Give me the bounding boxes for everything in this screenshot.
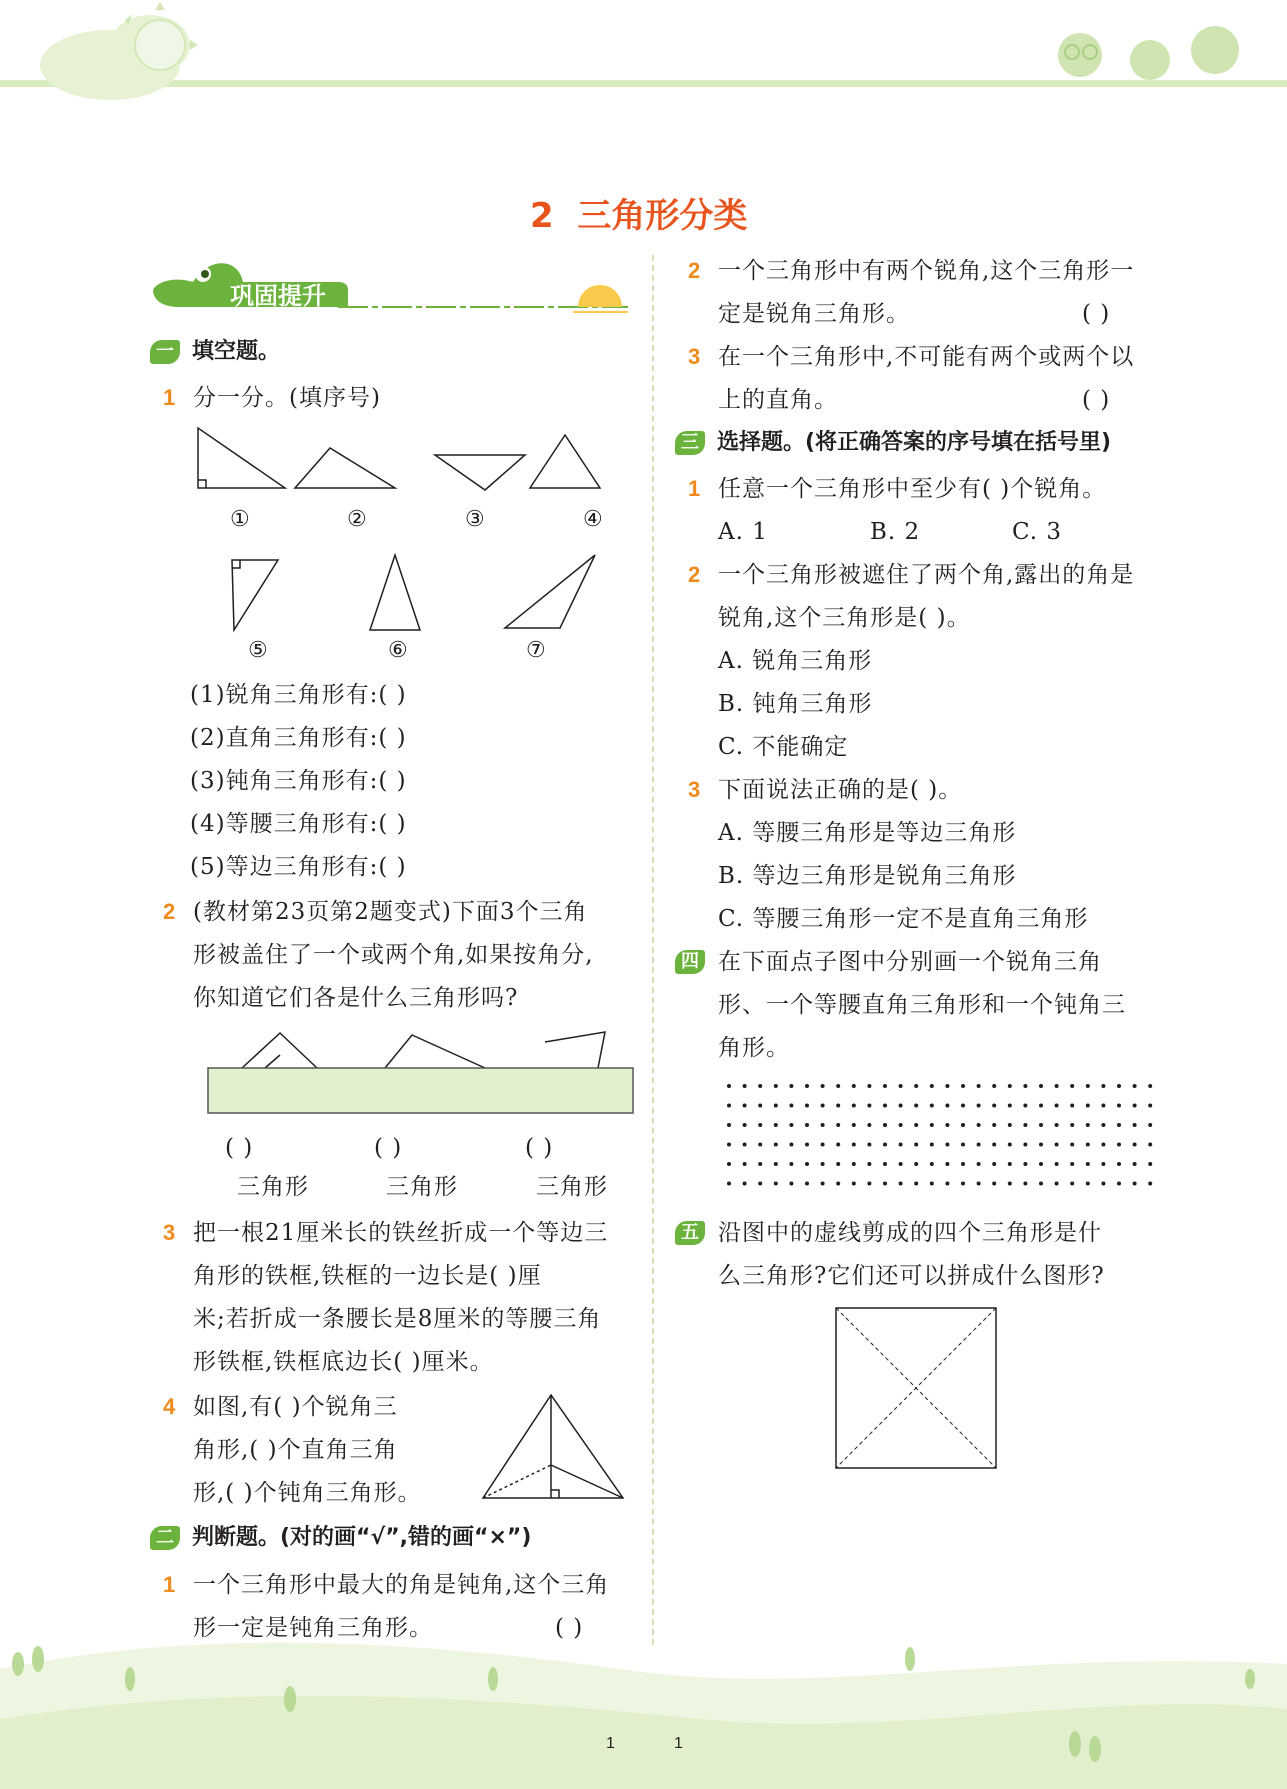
grid-dot	[1008, 1104, 1012, 1108]
grid-dot	[883, 1162, 887, 1166]
grid-dot	[1039, 1162, 1043, 1166]
grid-dot	[1133, 1182, 1137, 1186]
grid-dot	[1133, 1084, 1137, 1088]
grid-dot	[1133, 1143, 1137, 1147]
triangle-3	[435, 455, 525, 490]
grid-dot	[961, 1104, 965, 1108]
grid-dot	[1133, 1104, 1137, 1108]
grid-dot	[852, 1123, 856, 1127]
grid-dot	[774, 1104, 778, 1108]
grid-dot	[1055, 1104, 1059, 1108]
grid-dot	[1070, 1162, 1074, 1166]
grid-dot	[992, 1143, 996, 1147]
grid-dot	[961, 1162, 965, 1166]
grid-dot	[805, 1123, 809, 1127]
grid-dot	[1008, 1084, 1012, 1088]
grid-dot	[805, 1162, 809, 1166]
grid-dot	[852, 1084, 856, 1088]
triangle-6	[370, 555, 420, 630]
grid-dot	[1086, 1143, 1090, 1147]
section-badge: 五	[675, 1221, 705, 1245]
option-a[interactable]: A. 锐角三角形	[718, 648, 873, 674]
grid-dot	[836, 1123, 840, 1127]
grid-dot	[977, 1104, 981, 1108]
grid-dot	[867, 1182, 871, 1186]
grid-dot	[992, 1084, 996, 1088]
grid-dot	[977, 1123, 981, 1127]
section-badge: 二	[150, 1526, 180, 1550]
question-text: 一个三角形中有两个锐角,这个三角形一	[718, 258, 1135, 284]
grid-dot	[1101, 1084, 1105, 1088]
banner-label: 巩固提升	[230, 282, 326, 310]
grid-dot	[1101, 1104, 1105, 1108]
grid-dot	[852, 1162, 856, 1166]
question-number: 2	[688, 562, 701, 587]
grid-dot	[774, 1123, 778, 1127]
question-text: 分一分。(填序号)	[193, 385, 381, 411]
option-c[interactable]: C. 3	[1012, 519, 1063, 545]
question-text: 角形,( )个直角三角	[193, 1437, 398, 1463]
grid-dot	[1148, 1143, 1152, 1147]
question-text: 形一定是钝角三角形。	[193, 1615, 433, 1641]
grid-dot	[930, 1162, 934, 1166]
grid-dot	[1117, 1104, 1121, 1108]
grid-dot	[852, 1182, 856, 1186]
grid-dot	[992, 1162, 996, 1166]
grid-dot	[1133, 1162, 1137, 1166]
grid-dot	[758, 1143, 762, 1147]
grid-dot	[945, 1182, 949, 1186]
section-title: 选择题。(将正确答案的序号填在括号里)	[717, 430, 1112, 455]
section-badge: 一	[150, 340, 180, 364]
grid-dot	[977, 1143, 981, 1147]
grid-dot	[836, 1104, 840, 1108]
triangle-2	[295, 448, 395, 488]
grid-dot	[930, 1143, 934, 1147]
triangle-label: ⑤	[248, 638, 268, 663]
triangle-5	[232, 560, 278, 630]
grid-dot	[836, 1084, 840, 1088]
grid-dot	[930, 1123, 934, 1127]
grid-dot	[977, 1084, 981, 1088]
question-text: 在一个三角形中,不可能有两个或两个以	[718, 344, 1135, 370]
question-number: 4	[163, 1394, 176, 1419]
question-text: 么三角形?它们还可以拼成什么图形?	[718, 1263, 1105, 1289]
grid-dot	[789, 1162, 793, 1166]
grid-dot	[743, 1084, 747, 1088]
grid-dot	[1148, 1162, 1152, 1166]
grid-dot	[992, 1104, 996, 1108]
grid-dot	[914, 1084, 918, 1088]
option-b[interactable]: B. 等边三角形是锐角三角形	[718, 863, 1017, 889]
option-a[interactable]: A. 1	[718, 519, 768, 545]
question-text: 下面说法正确的是( )。	[718, 777, 963, 803]
triangle-label: ③	[465, 507, 485, 532]
grid-dot	[805, 1084, 809, 1088]
banner-decoration	[148, 252, 628, 322]
question-text: 如图,有( )个锐角三	[193, 1394, 398, 1420]
grid-dot	[1117, 1084, 1121, 1088]
answer-blank[interactable]: (4)等腰三角形有:( )	[190, 811, 407, 837]
footer-landscape	[0, 1609, 1287, 1789]
option-b[interactable]: B. 2	[870, 519, 921, 545]
grid-dot	[1117, 1162, 1121, 1166]
header-decoration	[0, 0, 1287, 110]
grid-dot	[867, 1123, 871, 1127]
section-badge: 四	[675, 950, 705, 974]
grid-dot	[899, 1143, 903, 1147]
grid-dot	[1055, 1162, 1059, 1166]
grid-dot	[930, 1084, 934, 1088]
grid-dot	[992, 1182, 996, 1186]
triangles-figure	[190, 425, 650, 645]
option-c[interactable]: C. 不能确定	[718, 734, 849, 760]
grid-dot	[914, 1104, 918, 1108]
triangle-7	[505, 555, 595, 628]
question-number: 3	[688, 344, 701, 369]
grid-dot	[1008, 1123, 1012, 1127]
triangle-count-figure	[478, 1390, 628, 1510]
grid-dot	[914, 1182, 918, 1186]
question-text: 形,( )个钝角三角形。	[193, 1480, 422, 1506]
grid-dot	[945, 1123, 949, 1127]
question-text: 形、一个等腰直角三角形和一个钝角三	[718, 992, 1126, 1018]
grid-dot	[1117, 1143, 1121, 1147]
question-text: 一个三角形被遮住了两个角,露出的角是	[718, 562, 1135, 588]
grid-dot	[789, 1084, 793, 1088]
grid-dot	[821, 1084, 825, 1088]
grid-dot	[1008, 1162, 1012, 1166]
question-text: 形被盖住了一个或两个角,如果按角分,	[193, 942, 594, 968]
grid-dot	[930, 1104, 934, 1108]
grid-dot	[1117, 1182, 1121, 1186]
answer-suffix: 三角形	[386, 1174, 458, 1200]
grid-dot	[758, 1123, 762, 1127]
grid-dot	[1148, 1104, 1152, 1108]
grid-dot	[961, 1123, 965, 1127]
grid-dot	[867, 1162, 871, 1166]
triangle-4	[530, 435, 600, 488]
grid-dot	[1039, 1182, 1043, 1186]
grid-dot	[883, 1182, 887, 1186]
grid-dot	[789, 1123, 793, 1127]
grid-dot	[1148, 1182, 1152, 1186]
grid-dot	[789, 1104, 793, 1108]
grid-dot	[1023, 1162, 1027, 1166]
grid-dot	[821, 1104, 825, 1108]
dot-grid[interactable]	[725, 1080, 1165, 1200]
grid-dot	[1023, 1182, 1027, 1186]
grid-dot	[727, 1123, 731, 1127]
question-text: 角形的铁框,铁框的一边长是( )厘	[193, 1263, 542, 1289]
grid-dot	[789, 1143, 793, 1147]
grid-dot	[1008, 1182, 1012, 1186]
triangle-1	[198, 428, 285, 488]
grid-dot	[1039, 1084, 1043, 1088]
grid-dot	[836, 1182, 840, 1186]
grid-dot	[945, 1162, 949, 1166]
answer-blank[interactable]: ( )	[225, 1135, 254, 1161]
section-badge: 三	[675, 431, 705, 455]
answer-suffix: 三角形	[237, 1174, 309, 1200]
grid-dot	[1055, 1182, 1059, 1186]
grid-dot	[930, 1182, 934, 1186]
grid-dot	[1008, 1143, 1012, 1147]
grid-dot	[758, 1084, 762, 1088]
question-text: 形铁框,铁框底边长( )厘米。	[193, 1349, 494, 1375]
title-number: 2	[530, 196, 554, 236]
grid-dot	[867, 1104, 871, 1108]
question-number: 1	[163, 385, 176, 410]
grid-dot	[883, 1123, 887, 1127]
grid-dot	[852, 1143, 856, 1147]
answer-paren[interactable]: ( )	[1082, 387, 1111, 413]
grid-dot	[899, 1084, 903, 1088]
grid-dot	[961, 1182, 965, 1186]
question-number: 3	[163, 1220, 176, 1245]
title-text: 三角形分类	[577, 196, 748, 236]
question-number: 2	[163, 899, 176, 924]
answer-paren[interactable]: ( )	[1082, 301, 1111, 327]
answer-blank[interactable]: ( )	[525, 1135, 554, 1161]
triangle-label: ⑦	[526, 638, 546, 663]
grid-dot	[789, 1182, 793, 1186]
grid-dot	[1023, 1123, 1027, 1127]
grid-dot	[1133, 1123, 1137, 1127]
question-text: 沿图中的虚线剪成的四个三角形是什	[718, 1220, 1102, 1246]
grid-dot	[914, 1162, 918, 1166]
grid-dot	[743, 1104, 747, 1108]
grid-dot	[1055, 1084, 1059, 1088]
grid-dot	[836, 1162, 840, 1166]
grid-dot	[1023, 1084, 1027, 1088]
question-text: 你知道它们各是什么三角形吗?	[193, 985, 519, 1011]
grid-dot	[852, 1104, 856, 1108]
grid-dot	[1101, 1162, 1105, 1166]
question-text: 在下面点子图中分别画一个锐角三角	[718, 949, 1102, 975]
grid-dot	[758, 1104, 762, 1108]
question-number: 1	[163, 1572, 176, 1597]
grid-dot	[727, 1143, 731, 1147]
grid-dot	[821, 1162, 825, 1166]
grid-dot	[961, 1143, 965, 1147]
grid-dot	[1086, 1084, 1090, 1088]
grid-dot	[774, 1162, 778, 1166]
grid-dot	[883, 1104, 887, 1108]
grid-dot	[836, 1143, 840, 1147]
grid-dot	[1023, 1104, 1027, 1108]
grid-dot	[805, 1143, 809, 1147]
grid-dot	[1117, 1123, 1121, 1127]
grid-dot	[1101, 1123, 1105, 1127]
grid-dot	[1086, 1123, 1090, 1127]
grid-dot	[1070, 1143, 1074, 1147]
grid-dot	[821, 1182, 825, 1186]
grid-dot	[743, 1162, 747, 1166]
triangle-label: ②	[347, 507, 367, 532]
grid-dot	[914, 1123, 918, 1127]
section-title: 填空题。	[192, 339, 281, 364]
grid-dot	[821, 1143, 825, 1147]
grid-dot	[961, 1084, 965, 1088]
question-number: 2	[688, 258, 701, 283]
question-text: 锐角,这个三角形是( )。	[718, 605, 971, 631]
grid-dot	[899, 1162, 903, 1166]
answer-paren[interactable]: ( )	[555, 1615, 584, 1641]
question-text: 米;若折成一条腰长是8厘米的等腰三角	[193, 1306, 602, 1332]
section-title: 判断题。(对的画“√”,错的画“×”)	[192, 1525, 532, 1550]
question-text: 任意一个三角形中至少有( )个锐角。	[718, 476, 1107, 502]
answer-blank[interactable]: (5)等边三角形有:( )	[190, 854, 407, 880]
grid-dot	[945, 1104, 949, 1108]
grid-dot	[774, 1182, 778, 1186]
grid-dot	[1039, 1104, 1043, 1108]
question-text: 把一根21厘米长的铁丝折成一个等边三	[193, 1220, 609, 1246]
grid-dot	[914, 1143, 918, 1147]
grid-dot	[977, 1182, 981, 1186]
triangle-label: ⑥	[388, 638, 408, 663]
square-cut-figure	[833, 1305, 1003, 1475]
grid-dot	[1023, 1143, 1027, 1147]
column-divider	[652, 255, 654, 1645]
covered-triangles-figure	[205, 1025, 645, 1115]
grid-dot	[821, 1123, 825, 1127]
question-text: (教材第23页第2题变式)下面3个三角	[193, 899, 588, 925]
question-number: 1	[688, 476, 701, 501]
grid-dot	[1148, 1123, 1152, 1127]
grid-dot	[1070, 1104, 1074, 1108]
answer-blank[interactable]: (2)直角三角形有:( )	[190, 725, 407, 751]
grid-dot	[727, 1162, 731, 1166]
grid-dot	[945, 1143, 949, 1147]
grid-dot	[883, 1084, 887, 1088]
grid-dot	[899, 1104, 903, 1108]
grid-dot	[1148, 1084, 1152, 1088]
grid-dot	[805, 1104, 809, 1108]
answer-blank[interactable]: (1)锐角三角形有:( )	[190, 682, 407, 708]
triangle-label: ①	[230, 507, 250, 532]
grid-dot	[774, 1143, 778, 1147]
grid-dot	[1055, 1123, 1059, 1127]
grid-dot	[1039, 1143, 1043, 1147]
grid-dot	[1101, 1143, 1105, 1147]
grid-dot	[758, 1182, 762, 1186]
grid-dot	[1070, 1084, 1074, 1088]
triangle-label: ④	[583, 507, 603, 532]
answer-blank[interactable]: (3)钝角三角形有:( )	[190, 768, 407, 794]
grid-dot	[1086, 1182, 1090, 1186]
grid-dot	[945, 1084, 949, 1088]
question-text: 上的直角。	[718, 387, 838, 413]
option-b[interactable]: B. 钝角三角形	[718, 691, 873, 717]
grid-dot	[1086, 1162, 1090, 1166]
page-title	[530, 188, 747, 237]
question-text: 定是锐角三角形。	[718, 301, 910, 327]
question-text: 一个三角形中最大的角是钝角,这个三角	[193, 1572, 610, 1598]
grid-dot	[1101, 1182, 1105, 1186]
grid-dot	[1086, 1104, 1090, 1108]
grid-dot	[1039, 1123, 1043, 1127]
grid-dot	[805, 1182, 809, 1186]
option-a[interactable]: A. 等腰三角形是等边三角形	[718, 820, 1017, 846]
answer-suffix: 三角形	[536, 1174, 608, 1200]
grid-dot	[743, 1182, 747, 1186]
grid-dot	[883, 1143, 887, 1147]
grid-dot	[743, 1143, 747, 1147]
grid-dot	[743, 1123, 747, 1127]
grid-dot	[727, 1084, 731, 1088]
grid-dot	[1055, 1143, 1059, 1147]
grid-dot	[992, 1123, 996, 1127]
grid-dot	[1070, 1182, 1074, 1186]
page-number-right: 1	[674, 1735, 683, 1752]
answer-blank[interactable]: ( )	[374, 1135, 403, 1161]
grid-dot	[758, 1162, 762, 1166]
grid-dot	[727, 1104, 731, 1108]
page-number-left: 1	[606, 1735, 615, 1752]
option-c[interactable]: C. 等腰三角形一定不是直角三角形	[718, 906, 1089, 932]
grid-dot	[899, 1123, 903, 1127]
grid-dot	[899, 1182, 903, 1186]
grid-dot	[867, 1084, 871, 1088]
question-number: 3	[688, 777, 701, 802]
grid-dot	[774, 1084, 778, 1088]
grid-dot	[977, 1162, 981, 1166]
grid-dot	[1070, 1123, 1074, 1127]
grid-dot	[727, 1182, 731, 1186]
question-text: 角形。	[718, 1035, 790, 1061]
grid-dot	[867, 1143, 871, 1147]
